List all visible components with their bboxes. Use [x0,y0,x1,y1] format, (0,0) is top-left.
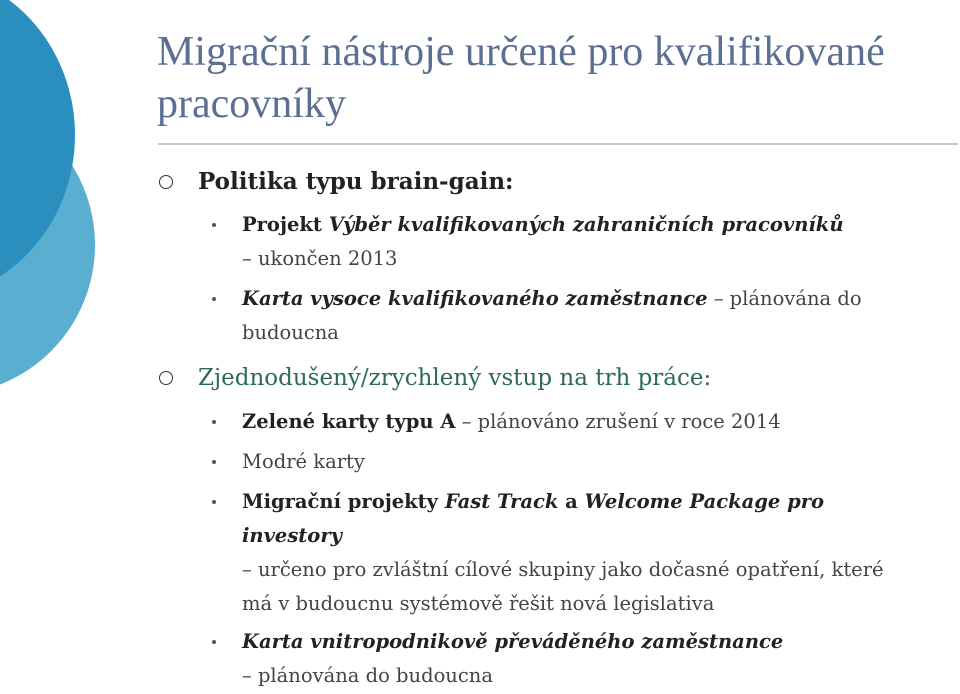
circle-bullet-icon [159,175,173,189]
dot-bullet-icon [212,420,216,424]
dot-bullet-icon [212,223,216,227]
dot-bullet-icon [212,500,216,504]
list-item: Modré karty [242,445,952,479]
section-heading-brain-gain: Politika typu brain-gain: [198,166,938,198]
list-item: Projekt Výběr kvalifikovaných zahraničních pracovníků – ukončen 2013 [242,208,952,276]
list-item: Migrační projekty Fast Track a Welcome Package pro investory – určeno pro zvláštní cílové skupiny jako dočasné opatření, které má v budoucnu systémově řešit nová legislativa [242,485,952,621]
dot-bullet-icon [212,297,216,301]
title-divider [158,143,958,145]
circle-bullet-icon [159,371,173,385]
section-heading-fast-entry: Zjednodušený/zrychlený vstup na trh práce: [198,362,938,394]
list-item: Zelené karty typu A – plánováno zrušení v roce 2014 [242,405,952,439]
dot-bullet-icon [212,460,216,464]
list-item: Karta vysoce kvalifikovaného zaměstnance – plánována do budoucna [242,282,952,350]
dot-bullet-icon [212,640,216,644]
list-item: Karta vnitropodnikově převáděného zaměstnance – plánována do budoucna [242,625,952,693]
slide-title: Migrační nástroje určené pro kvalifikované pracovníky [157,29,885,127]
